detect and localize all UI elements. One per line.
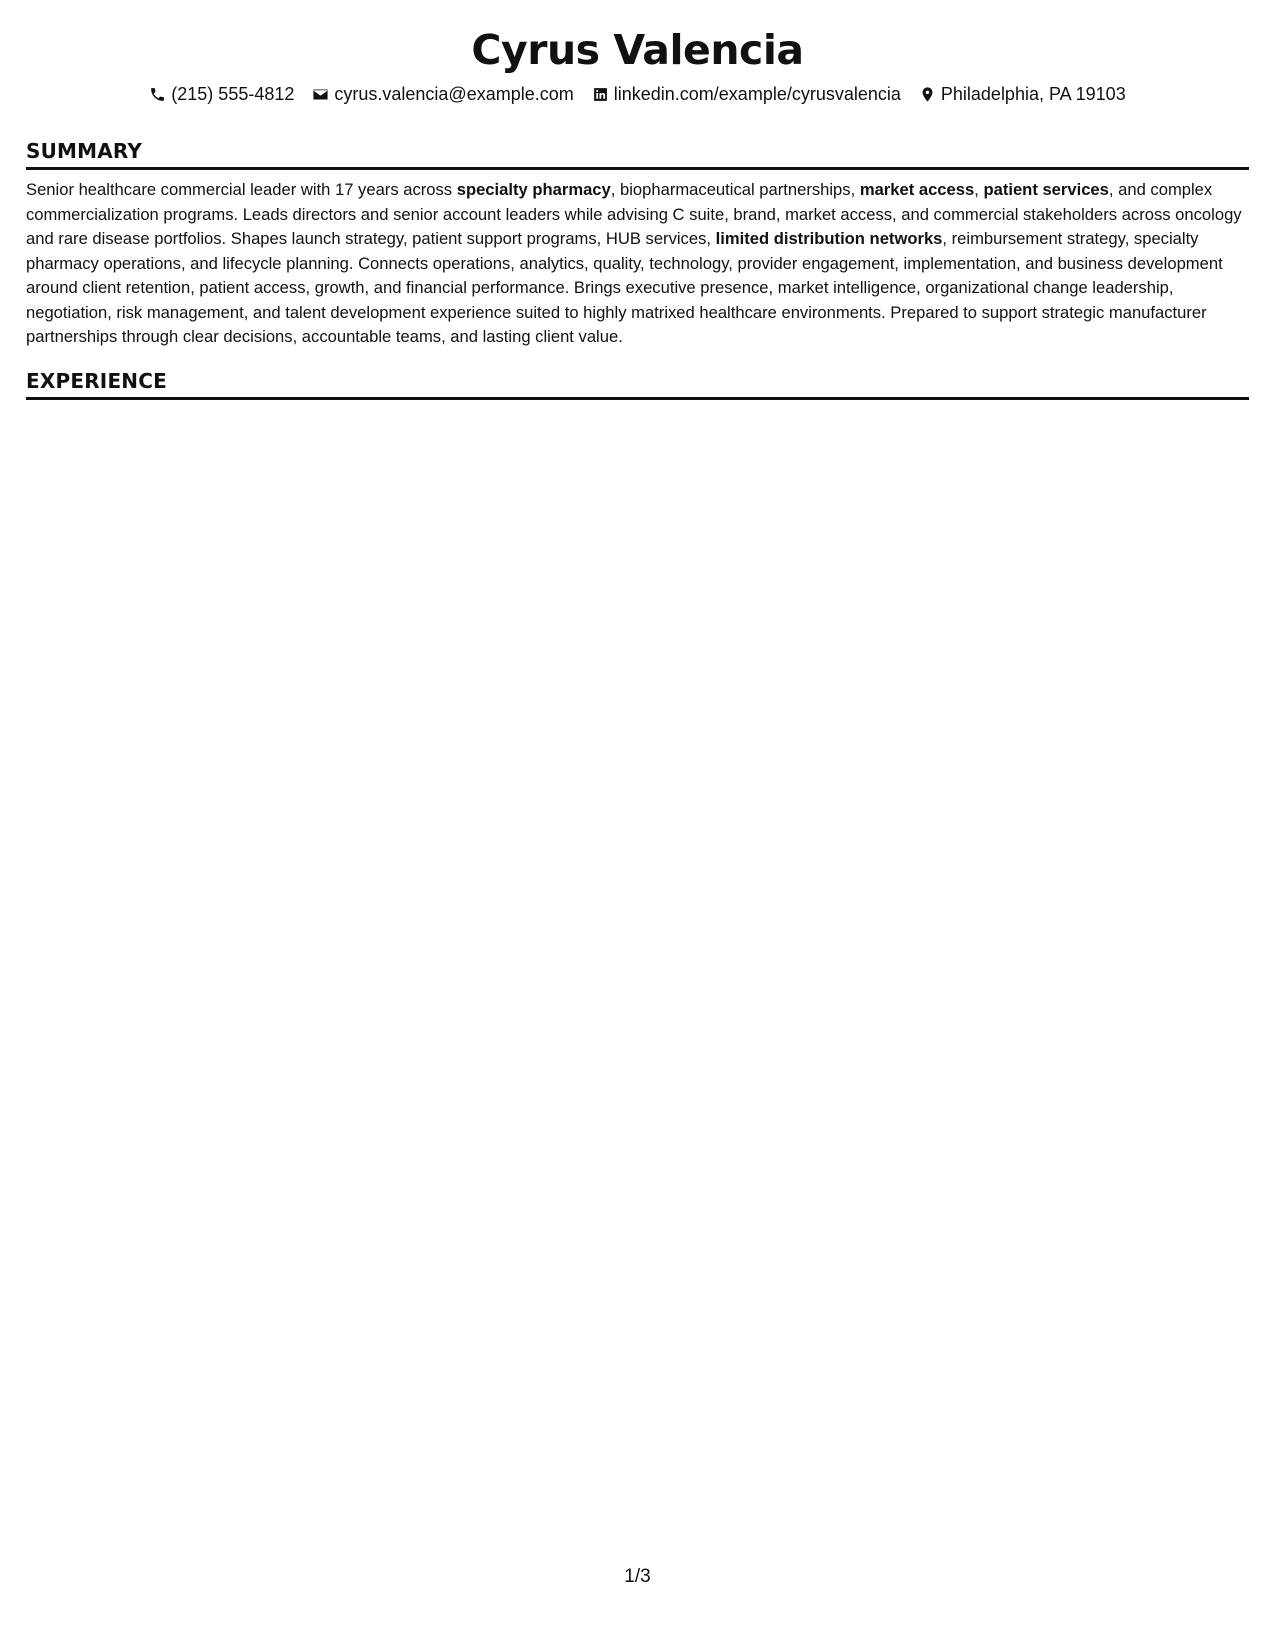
- phone-text: (215) 555-4812: [171, 84, 295, 104]
- email-text[interactable]: cyrus.valencia@example.com: [334, 84, 574, 104]
- bold-text: specialty pharmacy: [456, 180, 611, 199]
- text-run: , and complex commercialization programs. Leads directors and senior account leaders while advising C suite, brand, market access, and commercial stakeholders across oncology and rare disease portfolios. Shapes launch strategy, patient support programs, HUB services,: [26, 180, 1242, 248]
- bold-text: market access: [859, 180, 975, 199]
- contact-location: [919, 82, 1126, 106]
- phone-icon: [149, 86, 166, 103]
- text-run: Senior healthcare commercial leader with 17 years across: [26, 180, 457, 199]
- bold-text: patient services: [983, 180, 1109, 199]
- text-run: , biopharmaceutical partnerships,: [610, 180, 860, 199]
- candidate-name: Cyrus Valencia: [471, 26, 804, 74]
- envelope-icon: [312, 86, 329, 103]
- linkedin-icon: [592, 86, 609, 103]
- linkedin-text[interactable]: linkedin.com/example/cyrusvalencia: [613, 84, 901, 104]
- contact-bar: [26, 82, 1249, 106]
- contact-phone: [149, 82, 294, 106]
- contact-linkedin[interactable]: [592, 82, 901, 106]
- location-text: Philadelphia, PA 19103: [940, 84, 1126, 104]
- page-number: 1/3: [624, 1566, 651, 1587]
- bold-text: limited distribution networks: [715, 229, 943, 248]
- summary-text: [26, 178, 1249, 350]
- map-pin-icon: [919, 86, 936, 103]
- experience-heading: EXPERIENCE: [26, 368, 1249, 400]
- text-run: ,: [974, 180, 984, 199]
- summary-heading: SUMMARY: [26, 138, 1249, 170]
- contact-email[interactable]: [312, 82, 573, 106]
- text-run: , reimbursement strategy, specialty pharmacy operations, and lifecycle planning. Connects operations, analytics, quality, technology, provider engagement, implementation, and business development around client retention, patient access, growth, and financial performance. Brings executive presence, market intelligence, organizational change leadership, negotiation, risk management, and talent development experience suited to highly matrixed healthcare environments. Prepared to support strategic manufacturer partnerships through clear decisions, accountable teams, and lasting client value.: [26, 229, 1223, 346]
